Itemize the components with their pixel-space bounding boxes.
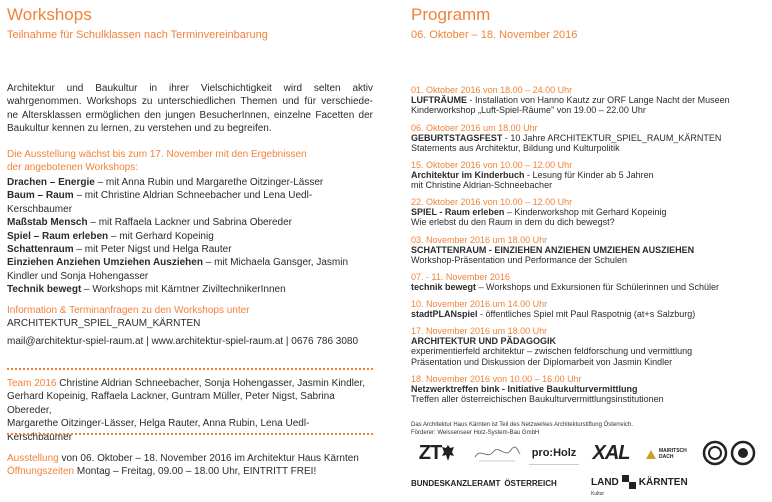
workshops-column: [7, 0, 373, 478]
workshop-item: Maßstab Mensch – mit Raffaela Lackner und Sabrina Obereder: [7, 217, 292, 229]
workshop-item: Technik bewegt – Workshops mit Kärntner ZiviltechnikerInnen: [7, 284, 286, 296]
team-label: Team 2016: [7, 378, 57, 389]
kaernten-flag-icon: [622, 475, 636, 489]
hours-line: Öffnungszeiten Montag – Freitag, 09.00 – 18.00 Uhr, EINTRITT FREI!: [7, 466, 317, 478]
exhibition-info: [7, 452, 373, 479]
workshops-title: Workshops: [7, 5, 92, 24]
workshops-subtitle: Teilnahme für Schulklassen nach Terminvereinbarung: [7, 29, 268, 41]
team-line: Margarethe Oitzinger-Lässer, Helga Rauter, Anna Rubin, Lena Uedl-Kerschbaumer: [7, 418, 310, 443]
growth-note-line: der angebotenen Workshops:: [7, 162, 139, 174]
event-item: 22. Oktober 2016 von 10.00 – 12.00 Uhr SPIEL - Raum erleben – Kinderworkshop mit Gerhard Kopeinig Wie erlebst du den Raum in dem du dich bewegst?: [411, 197, 667, 228]
land-kaernten-logo: LAND KÄRNTEN: [591, 476, 688, 488]
zt-logo: ZT: [415, 440, 459, 466]
proholz-logo: pro:Holz: [529, 442, 579, 465]
event-item: 06. Oktober 2016 um 18.00 Uhr GEBURTSTAGSFEST - 10 Jahre ARCHITEKTUR_SPIEL_RAUM_KÄRNTEN Statements aus Architektur, Bildung und Kulturpolitik: [411, 123, 722, 154]
team-line: Team 2016 Christine Aldrian Schneebacher, Sonja Hohengasser, Jasmin Kindler,: [7, 378, 365, 389]
growth-note-line: Die Ausstellung wächst bis zum 17. November mit den Ergebnissen: [7, 149, 307, 160]
workshop-item: Spiel – Raum erleben – mit Gerhard Kopeinig: [7, 230, 214, 242]
dotted-divider: [7, 368, 373, 370]
mairitsch-logo: MAIRITSCH DACH: [645, 444, 693, 464]
org-name: ARCHITEKTUR_SPIEL_RAUM_KÄRNTEN: [7, 318, 201, 330]
seal-logos: [701, 440, 761, 466]
intro-line: Baukultur kennen zu lernen, zu verstehen und zu begreifen.: [7, 123, 272, 135]
event-item: 03. November 2016 um 18.00 Uhr SCHATTENRAUM - EINZIEHEN ANZIEHEN UMZIEHEN AUSZIEHEN Workshop-Präsentation und Performance der Schulen: [411, 235, 695, 266]
contact-line[interactable]: mail@architektur-spiel-raum.at | www.architektur-spiel-raum.at | 0676 786 3080: [7, 335, 359, 347]
workshop-list: [7, 176, 373, 297]
kultur-label: Kultur: [591, 491, 605, 497]
workshop-item: Baum – Raum – mit Christine Aldrian Schneebacher und Lena Uedl-Kerschbaumer: [7, 190, 313, 215]
haus-script-icon: [473, 444, 521, 464]
network-line: Das Architektur Haus Kärnten ist Teil des Netzwerkes Architekturstiftung Österreich.: [411, 422, 633, 428]
workshop-item: Kindler und Sonja Hohengasser: [7, 270, 149, 282]
program-title: Programm: [411, 5, 491, 24]
workshop-item: Schattenraum – mit Peter Nigst und Helga Rauter: [7, 244, 232, 256]
event-item: 18. November 2016 von 10.00 – 16.00 Uhr Netzwerktreffen bink - Initiative Baukulturvermittlung Treffen aller österreichischen Baukulturvermittlungsinstitutionen: [411, 374, 664, 405]
info-block: [7, 304, 373, 348]
sponsor-line: Förderer: Weissenseer Holz-System-Bau GmbH: [411, 430, 540, 436]
info-label: Information & Terminanfragen zu den Workshops unter: [7, 305, 250, 316]
event-item: 10. November 2016 um 14.00 Uhr stadtPLANspiel - öffentliches Spiel mit Paul Raspotnig (at+s Salzburg): [411, 299, 696, 320]
workshop-item: Drachen – Energie – mit Anna Rubin und Margarethe Oitzinger-Lässer: [7, 177, 324, 188]
eagle-icon: [441, 444, 455, 462]
growth-note: [7, 148, 373, 175]
program-subtitle: 06. Oktober – 18. November 2016: [411, 29, 578, 41]
intro-line: Architektur und Baukultur in ihrer Vielschichtigkeit wird selten aktiv: [7, 83, 373, 94]
intro-line: ne Altersklassen ermöglichen den jungen BesucherInnen, einzelne Facetten der: [7, 109, 373, 121]
seal-icons: [701, 440, 761, 466]
intro-line: wahrgenommen. Workshops zu unterschiedlichen Themen und für verschiede-: [7, 96, 373, 108]
xal-logo: XAL: [592, 441, 630, 464]
team-line: Gerhard Kopeinig, Raffaela Lackner, Guntram Müller, Peter Nigst, Sabrina Obereder,: [7, 391, 335, 416]
event-item: 17. November 2016 um 18.00 Uhr ARCHITEKTUR UND PÄDAGOGIK experimentierfeld architektur – zwischen feldforschung und vermittlung Präsentation und Diskussion der Diplomarbeit von Jasmin Kindler: [411, 326, 693, 367]
dotted-divider: [7, 433, 373, 435]
workshop-item: Einziehen Anziehen Umziehen Ausziehen – mit Michaela Gansger, Jasmin: [7, 257, 349, 269]
intro-paragraph: [7, 82, 373, 136]
network-note: [411, 421, 766, 437]
architektur-haus-logo: [473, 444, 521, 464]
event-item: 15. Oktober 2016 von 10.00 – 12.00 Uhr Architektur im Kinderbuch - Lesung für Kinder ab 5 Jahren mit Christine Aldrian-Schneebacher: [411, 160, 654, 191]
exhibition-line: Ausstellung von 06. Oktober – 18. November 2016 im Architektur Haus Kärnten: [7, 453, 359, 464]
event-item: 01. Oktober 2016 von 18.00 – 24.00 Uhr LUFTRÄUME - Installation von Hanno Kautz zur ORF Lange Nacht der Museen Kinderworkshop „Luft-Spiel-Räume" von 19.00 – 22.00 Uhr: [411, 85, 730, 116]
mairitsch-roof-icon: [645, 448, 657, 460]
bka-logo: BUNDESKANZLERAMT ÖSTERREICH: [411, 478, 557, 488]
event-item: 07. - 11. November 2016 technik bewegt – Workshops und Exkursionen für Schülerinnen und Schüler: [411, 272, 719, 293]
program-column: [411, 0, 766, 497]
sponsor-logos: [411, 440, 766, 502]
